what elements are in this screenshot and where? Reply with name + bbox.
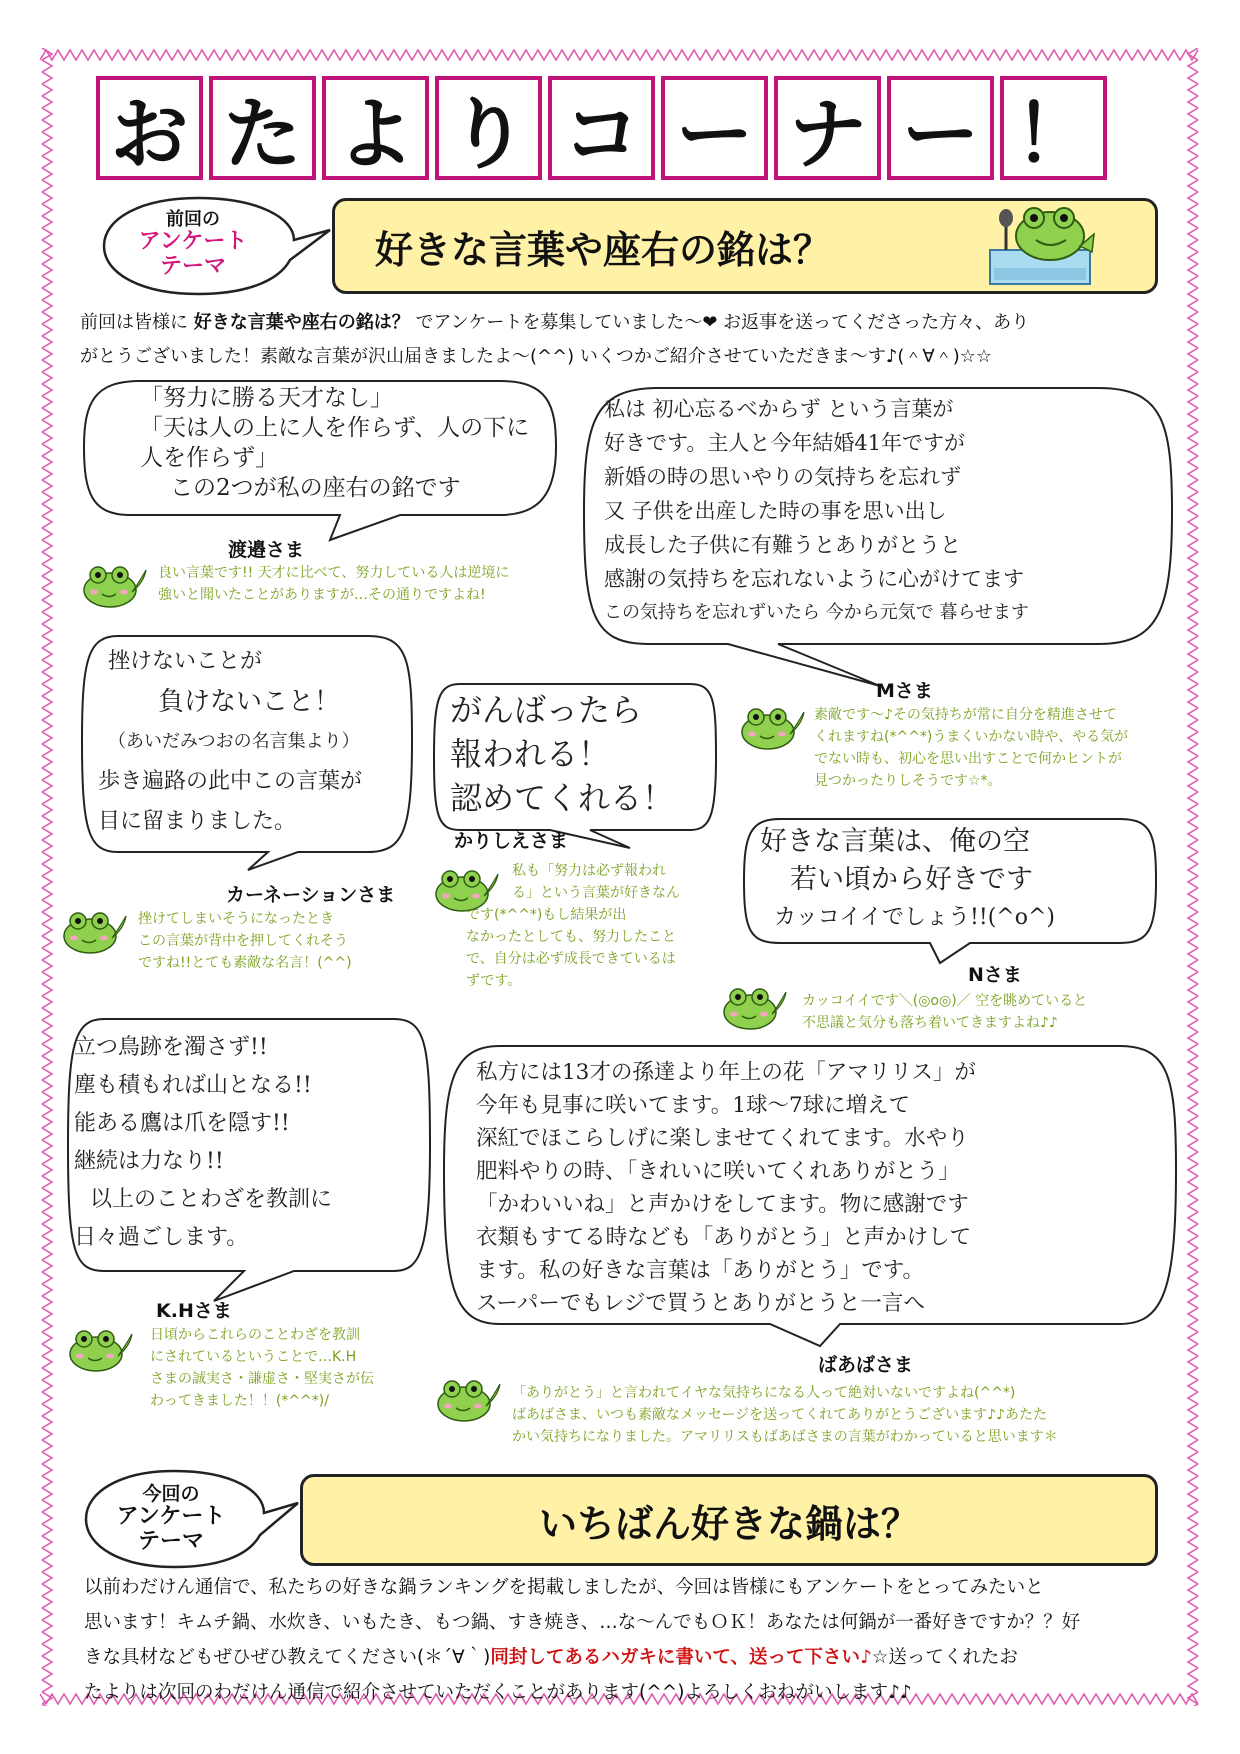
outro-text-part: ☆送ってくれたお bbox=[871, 1647, 1018, 1668]
handwritten-line: この気持ちを忘れずいたら 今から元気で 暮らせます bbox=[604, 602, 1029, 623]
reply-line: 「ありがとう」と言われてイヤな気持ちになる人って絶対いないですよね(^^*) bbox=[512, 1385, 1016, 1401]
letter-bubble-m bbox=[578, 382, 1178, 690]
title-tile: た bbox=[209, 76, 316, 180]
zigzag-border-left bbox=[40, 48, 54, 1706]
frog-icon bbox=[434, 1372, 504, 1424]
outro-line: たよりは次回のわだけん通信で紹介させていただくことがあります(^^)よろしくおねがいします♪♪ bbox=[84, 1682, 912, 1703]
reply-line: 強いと聞いたことがありますが…その通りですよね! bbox=[158, 587, 486, 603]
reply-line: でない時も、初心を思い出すことで何かヒントが bbox=[814, 751, 1122, 767]
reply-line: 不思議と気分も落ち着いてきますよね♪♪ bbox=[802, 1015, 1058, 1031]
tag-line: テーマ bbox=[159, 254, 226, 280]
reply-line: 私も「努力は必ず報われ bbox=[512, 863, 666, 879]
letter-bubble-baaba bbox=[440, 1040, 1180, 1350]
outro-text-part: きな具材などもぜひぜひ教えてください(＊´∀｀) bbox=[84, 1647, 491, 1668]
handwritten-line: この2つが私の座右の銘です bbox=[170, 475, 461, 501]
handwritten-line: 継続は力なり!! bbox=[74, 1149, 224, 1174]
handwritten-line: 好きです。主人と今年結婚41年ですが bbox=[604, 431, 966, 455]
title-tile: ー bbox=[661, 76, 768, 180]
sender-name: ばあばさま bbox=[818, 1354, 914, 1376]
reply-line: 素敵です～♪その気持ちが常に自分を精進させて bbox=[814, 707, 1117, 723]
title-tile: ー bbox=[887, 76, 994, 180]
reply-text bbox=[150, 1324, 374, 1412]
handwritten-line: 若い頃から好きです bbox=[790, 864, 1033, 895]
handwritten-line: 「かわいいね」と声かけをしてます。物に感謝です bbox=[476, 1192, 969, 1217]
handwritten-line: 深紅でほこらしげに楽しませてくれてます。水やり bbox=[476, 1126, 969, 1151]
outro-call-to-action: 同封してあるハガキに書いて、送って下さい♪ bbox=[490, 1647, 872, 1668]
handwritten-line: 目に留まりました。 bbox=[98, 809, 297, 834]
tag-line: アンケート bbox=[138, 229, 248, 255]
next-theme-box bbox=[300, 1474, 1158, 1566]
handwritten-line: 新婚の時の思いやりの気持ちを忘れず bbox=[604, 465, 961, 489]
handwritten-line: がんばったら bbox=[450, 691, 643, 729]
reply-line: さまの誠実さ・謙虚さ・堅実さが伝 bbox=[150, 1371, 374, 1387]
tag-line: アンケート bbox=[116, 1504, 226, 1529]
intro-theme-emphasis: 好きな言葉や座右の銘は？ bbox=[193, 312, 410, 333]
handwritten-line: 日々過ごします。 bbox=[74, 1225, 249, 1250]
title-tile: ナ bbox=[774, 76, 881, 180]
reply-line: ですね!!とても素敵な名言！(^^) bbox=[138, 955, 352, 971]
reply-line: る」という言葉が好きなん bbox=[512, 885, 680, 901]
sender-name: K.Hさま bbox=[156, 1300, 232, 1322]
reply-line: かい気持ちになりました。アマリリスもばあばさまの言葉がわかっていると思います＊ bbox=[512, 1429, 1058, 1445]
letter-bubble-n bbox=[740, 815, 1160, 965]
handwritten-line: 私方には13才の孫達より年上の花「アマリリス」が bbox=[476, 1060, 976, 1085]
handwritten-line: 好きな言葉は、俺の空 bbox=[760, 826, 1030, 857]
reply-line: です(*^^*)もし結果が出 bbox=[466, 907, 627, 923]
frog-icon bbox=[738, 700, 808, 752]
reply-line: この言葉が背中を押してくれそう bbox=[138, 933, 348, 949]
reply-line: で、自分は必ず成長できているは bbox=[466, 951, 676, 967]
reply-text bbox=[466, 860, 680, 992]
handwritten-line: 認めてくれる！ bbox=[450, 779, 675, 817]
previous-theme-tag bbox=[98, 190, 334, 300]
frog-icon bbox=[60, 904, 130, 956]
outro-line: 思います！キムチ鍋、水炊き、いもたき、もつ鍋、すき焼き、…な～んでもＯＫ！あなたは何鍋が一番好きですか？？好 bbox=[84, 1612, 1081, 1633]
reply-line: 挫けてしまいそうになったとき bbox=[138, 911, 334, 927]
intro-line bbox=[80, 312, 1029, 333]
handwritten-line: 私は 初心忘るべからず という言葉が bbox=[604, 397, 954, 421]
handwritten-line: 成長した子供に有難うとありがとうと bbox=[604, 533, 961, 557]
previous-theme-title: 好きな言葉や座右の銘は？ bbox=[375, 227, 832, 272]
intro-text bbox=[80, 306, 1170, 374]
sender-name: Mさま bbox=[876, 680, 933, 702]
letter-bubble-watanabe bbox=[80, 375, 560, 545]
outro-line: 以前わだけん通信で、私たちの好きな鍋ランキングを掲載しましたが、今回は皆様にもアンケートをとってみたいと bbox=[84, 1577, 1044, 1598]
handwritten-line: 以上のことわざを教訓に bbox=[90, 1187, 333, 1212]
reply-line: なかったとしても、努力したこと bbox=[466, 929, 676, 945]
handwritten-line: 感謝の気持ちを忘れないように心がけてます bbox=[604, 567, 1024, 591]
handwritten-line: 肥料やりの時、「きれいに咲いてくれありがとう」 bbox=[476, 1159, 960, 1184]
handwritten-line: カッコイイでしょう!!(^o^) bbox=[774, 905, 1055, 930]
reply-line: わってきました！！(*^^*)/ bbox=[150, 1393, 329, 1409]
outro-text bbox=[84, 1570, 1174, 1710]
sender-name: 渡邉さま bbox=[228, 539, 305, 561]
title-tile: り bbox=[435, 76, 542, 180]
reply-line: 見つかったりしそうです☆*。 bbox=[814, 773, 1002, 789]
title-tile: お bbox=[96, 76, 203, 180]
handwritten-line: スーパーでもレジで買うとありがとうと一言へ bbox=[476, 1291, 925, 1316]
frog-icon bbox=[80, 558, 150, 610]
letter-bubble-carnation bbox=[78, 630, 418, 875]
reply-line: 良い言葉です!! 天才に比べて、努力している人は逆境に bbox=[158, 565, 510, 581]
intro-line: がとうございました！素敵な言葉が沢山届きましたよ～(^^) いくつかご紹介させていただきま～す♪(＾∀＾)☆☆ bbox=[80, 346, 993, 367]
letter-bubble-karishie bbox=[430, 680, 720, 850]
handwritten-line: 報われる！ bbox=[450, 735, 611, 773]
title-tile: コ bbox=[548, 76, 655, 180]
reply-line: にされているということで…K.H bbox=[150, 1349, 357, 1365]
intro-text-part: 前回は皆様に bbox=[80, 312, 194, 333]
reply-line: 日頃からこれらのことわざを教訓 bbox=[150, 1327, 360, 1343]
reply-line: くれますね(*^^*)うまくいかない時や、やる気が bbox=[814, 729, 1129, 745]
letter-bubble-kh bbox=[64, 1015, 434, 1305]
title-tile: ！ bbox=[1000, 76, 1107, 180]
page-title bbox=[96, 76, 1107, 180]
frog-icon bbox=[720, 980, 790, 1032]
next-theme-tag bbox=[82, 1465, 302, 1573]
handwritten-line: 歩き遍路の此中この言葉が bbox=[98, 769, 363, 794]
frog-microphone-icon bbox=[980, 206, 1098, 288]
outro-line bbox=[84, 1647, 1018, 1668]
handwritten-line: 塵も積もれば山となる!! bbox=[74, 1073, 312, 1098]
reply-line: カッコイイです＼(◎o◎)／ 空を眺めていると bbox=[802, 993, 1088, 1009]
reply-text bbox=[158, 562, 509, 606]
reply-line: ずです。 bbox=[466, 973, 522, 989]
handwritten-line: 今年も見事に咲いてます。1球～7球に増えて bbox=[476, 1093, 911, 1118]
reply-text bbox=[814, 704, 1128, 792]
handwritten-line: 立つ鳥跡を濁さず!! bbox=[74, 1035, 268, 1060]
handwritten-line: 人を作らず」 bbox=[140, 445, 278, 471]
reply-text bbox=[802, 990, 1087, 1034]
zigzag-border-right bbox=[1186, 48, 1200, 1706]
tag-line: テーマ bbox=[137, 1528, 204, 1554]
handwritten-line: 又 子供を出産した時の事を思い出し bbox=[604, 499, 947, 523]
sender-name: Nさま bbox=[968, 964, 1022, 986]
intro-text-part: でアンケートを募集していました～❤ お返事を送ってくださった方々、あり bbox=[409, 312, 1030, 333]
frog-icon bbox=[66, 1322, 136, 1374]
reply-text bbox=[512, 1382, 1058, 1448]
reply-line: ばあばさま、いつも素敵なメッセージを送ってくれてありがとうございます♪♪あたた bbox=[512, 1407, 1048, 1423]
handwritten-line: 負けないこと！ bbox=[158, 687, 341, 717]
sender-name: カーネーションさま bbox=[226, 884, 396, 906]
handwritten-line: 「努力に勝る天才なし」 bbox=[140, 385, 393, 411]
handwritten-line: ます。私の好きな言葉は「ありがとう」です。 bbox=[476, 1258, 925, 1283]
tag-line: 前回の bbox=[166, 209, 220, 231]
reply-text bbox=[138, 908, 352, 974]
handwritten-line: 「天は人の上に人を作らず、人の下に bbox=[140, 415, 530, 441]
sender-name: かりしえさま bbox=[454, 830, 569, 852]
tag-line: 今回の bbox=[142, 1482, 200, 1505]
handwritten-line: （あいだみつおの名言集より） bbox=[108, 731, 360, 752]
zigzag-border-top bbox=[40, 48, 1200, 62]
title-tile: よ bbox=[322, 76, 429, 180]
handwritten-line: 衣類もすてる時なども「ありがとう」と声かけして bbox=[476, 1225, 972, 1250]
handwritten-line: 挫けないことが bbox=[108, 649, 263, 674]
next-theme-title: いちばん好きな鍋は？ bbox=[538, 1501, 919, 1546]
handwritten-line: 能ある鷹は爪を隠す!! bbox=[74, 1111, 290, 1136]
